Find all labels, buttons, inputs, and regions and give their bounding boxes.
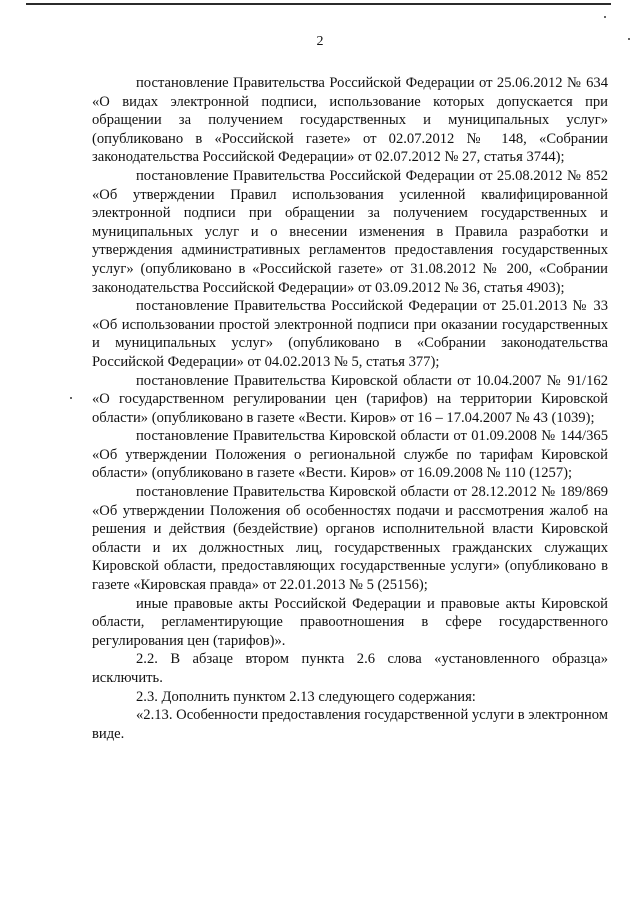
paragraph-2-13: «2.13. Особенности предоставления государственной услуги в электронном виде. bbox=[92, 707, 608, 742]
scan-speck bbox=[604, 16, 606, 18]
document-body bbox=[92, 74, 608, 743]
paragraph-other-acts: иные правовые акты Российской Федерации и правовые акты Кировской области, регламентирующие правоотношения в сфере государственного регулирования цен (тарифов)». bbox=[92, 595, 608, 649]
paragraph-decree-189-869: постановление Правительства Кировской области от 28.12.2012 № 189/869 «Об утверждении Положения об особенностях подачи и рассмотрения жалоб на решения и действия (бездействие) органов исполнительной власти Кировской области и их должностных лиц, государственных гражданских служащих Кировской области, предоставляющих государственные услуги» (опубликовано в газете «Кировская правда» от 22.01.2013 № 5 (25156); bbox=[92, 484, 608, 594]
paragraph-2-2: 2.2. В абзаце втором пункта 2.6 слова «установленного образца» исключить. bbox=[92, 651, 608, 686]
scan-speck bbox=[70, 397, 72, 399]
paragraph-decree-91-162: постановление Правительства Кировской области от 10.04.2007 № 91/162 «О государственном регулировании цен (тарифов) на территории Кировской области» (опубликовано в газете «Вести. Киров» от 16 – 17.04.2007 № 43 (1039); bbox=[92, 372, 608, 426]
page-number: 2 bbox=[316, 34, 324, 49]
paragraph-decree-634: постановление Правительства Российской Федерации от 25.06.2012 № 634 «О видах электронной подписи, использование которых допускается при обращении за получением государственных и муниципальных услуг» (опубликовано в «Российской газете» от 02.07.2012 № 148, «Собрании законодательства Российской Федерации» от 02.07.2012 № 27, статья 3744); bbox=[92, 75, 608, 166]
paragraph-2-3: 2.3. Дополнить пунктом 2.13 следующего содержания: bbox=[136, 688, 476, 705]
paragraph-decree-144-365: постановление Правительства Кировской области от 01.09.2008 № 144/365 «Об утверждении Положения о региональной службе по тарифам Кировской области» (опубликовано в газете «Вести. Киров» от 16.09.2008 № 110 (1257); bbox=[92, 428, 608, 482]
paragraph-decree-852: постановление Правительства Российской Федерации от 25.08.2012 № 852 «Об утверждении Правил использования усиленной квалифицированной электронной подписи при обращении за получением государственных и муниципальных услуг и о внесении изменения в Правила разработки и утверждения административных регламентов предоставления государственных услуг» (опубликовано в «Российской газете» от 31.08.2012 № 200, «Собрании законодательства Российской Федерации» от 03.09.2012 № 36, статья 4903); bbox=[92, 167, 608, 296]
paragraph-decree-33: постановление Правительства Российской Федерации от 25.01.2013 № 33 «Об использовании простой электронной подписи при оказании государственных и муниципальных услуг» (опубликовано в «Собрании законодательства Российской Федерации» от 04.02.2013 № 5, статья 377); bbox=[92, 298, 608, 370]
top-border-line bbox=[26, 3, 611, 5]
